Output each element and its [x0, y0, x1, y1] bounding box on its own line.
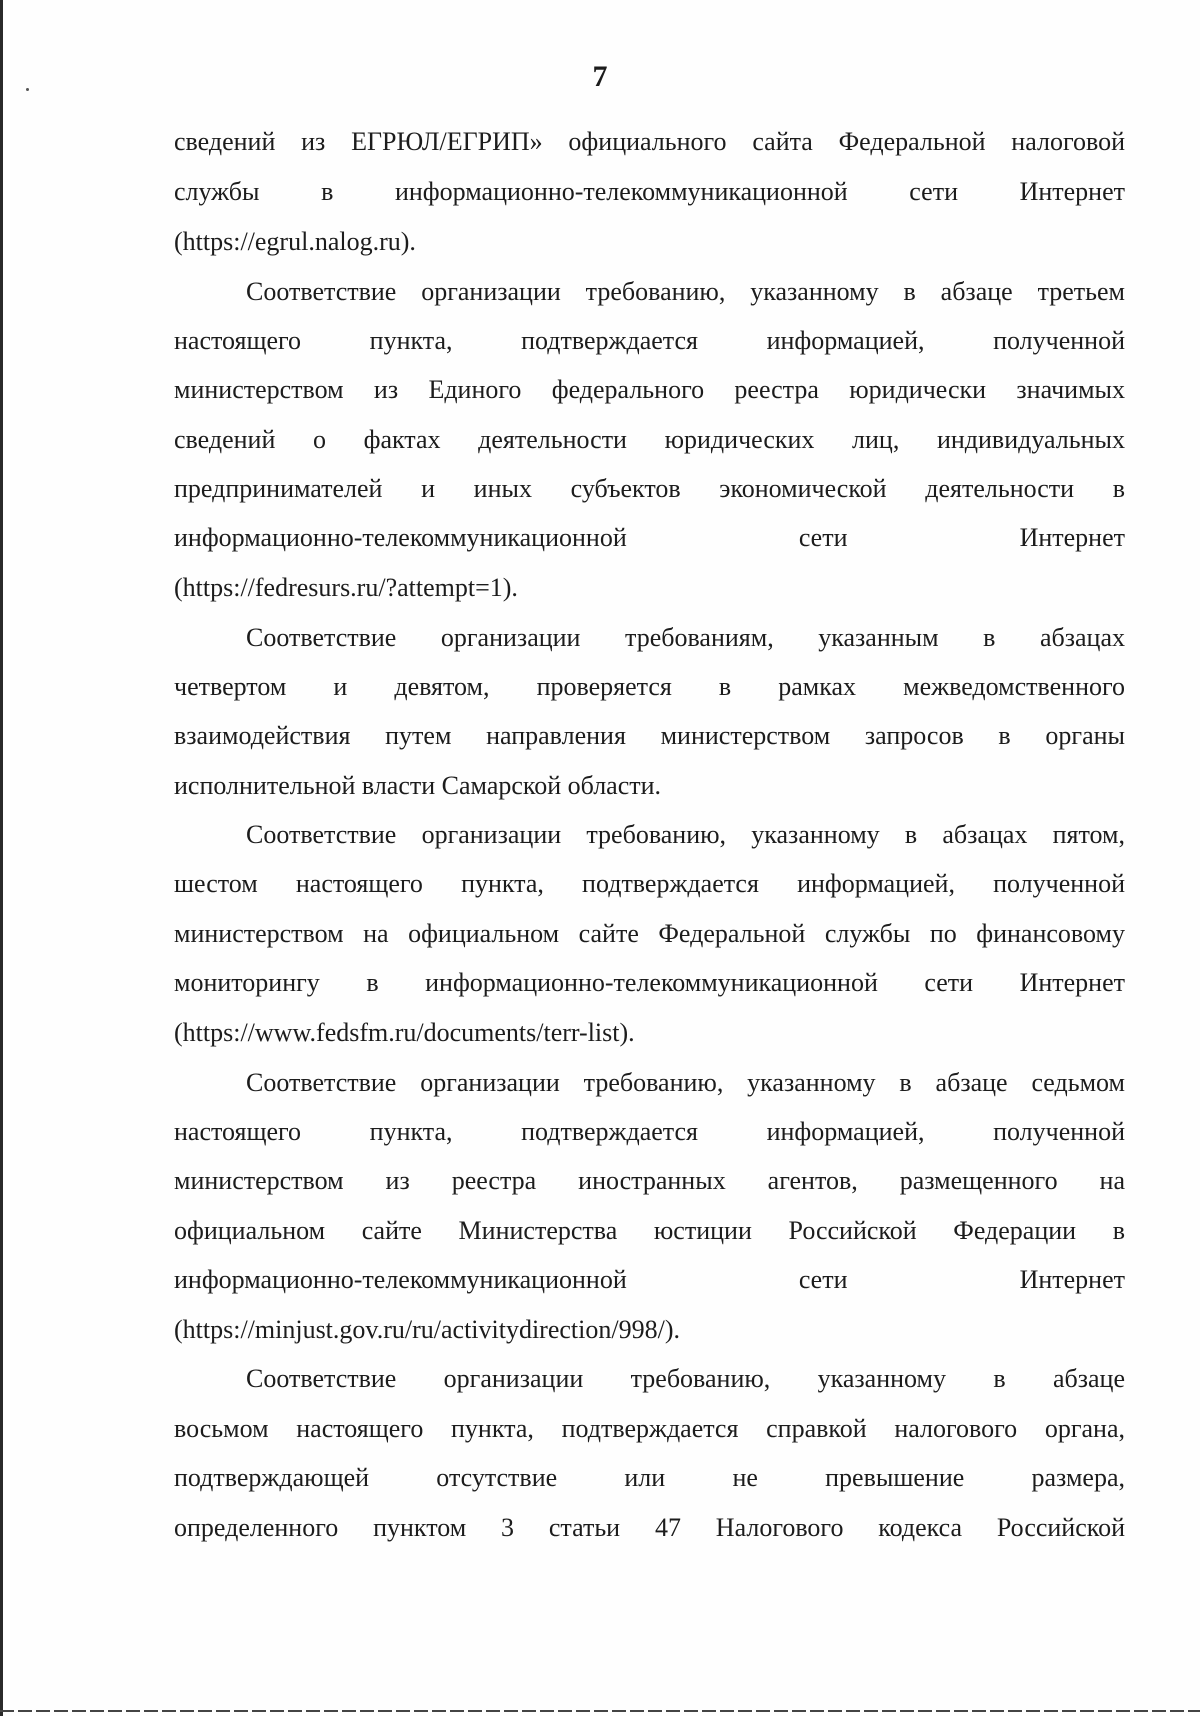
text-line: четвертом и девятом, проверяется в рамках межведомственного — [174, 672, 1125, 701]
scan-edge-left — [0, 0, 3, 1716]
scan-edge-bottom — [0, 1710, 1200, 1712]
text-line: восьмом настоящего пункта, подтверждается справкой налогового органа, — [174, 1414, 1125, 1443]
text-line: мониторингу в информационно-телекоммуникационной сети Интернет — [174, 968, 1125, 997]
text-line: Соответствие организации требованию, указанному в абзаце седьмом — [246, 1068, 1125, 1097]
text-line: взаимодействия путем направления министерством запросов в органы — [174, 721, 1125, 750]
text-line: предпринимателей и иных субъектов экономической деятельности в — [174, 474, 1125, 503]
text-line: информационно-телекоммуникационной сети Интернет — [174, 523, 1125, 552]
text-line: настоящего пункта, подтверждается информацией, полученной — [174, 1117, 1125, 1146]
text-line: Соответствие организации требованиям, указанным в абзацах — [246, 623, 1125, 652]
text-line: настоящего пункта, подтверждается информацией, полученной — [174, 326, 1125, 355]
text-line: Соответствие организации требованию, указанному в абзаце — [246, 1364, 1125, 1393]
text-line: Соответствие организации требованию, указанному в абзаце третьем — [246, 277, 1125, 306]
text-line: министерством из реестра иностранных агентов, размещенного на — [174, 1166, 1125, 1195]
text-line: сведений о фактах деятельности юридических лиц, индивидуальных — [174, 425, 1125, 454]
text-line: шестом настоящего пункта, подтверждается информацией, полученной — [174, 869, 1125, 898]
text-line: министерством из Единого федерального реестра юридически значимых — [174, 375, 1125, 404]
text-line: исполнительной власти Самарской области. — [174, 771, 662, 800]
text-line: подтверждающей отсутствие или не превышение размера, — [174, 1463, 1125, 1492]
text-line: (https://minjust.gov.ru/ru/activitydirection/998/). — [174, 1315, 680, 1344]
text-line: сведений из ЕГРЮЛ/ЕГРИП» официального сайта Федеральной налоговой — [174, 127, 1125, 156]
text-line: Соответствие организации требованию, указанному в абзацах пятом, — [246, 820, 1125, 849]
text-line: информационно-телекоммуникационной сети Интернет — [174, 1265, 1125, 1294]
text-line: министерством на официальном сайте Федеральной службы по финансовому — [174, 919, 1125, 948]
text-line: (https://www.fedsfm.ru/documents/terr-list). — [174, 1018, 635, 1047]
text-line: (https://fedresurs.ru/?attempt=1). — [174, 573, 518, 602]
page-number: 7 — [592, 60, 608, 93]
text-line: службы в информационно-телекоммуникационной сети Интернет — [174, 177, 1125, 206]
text-line: официальном сайте Министерства юстиции Российской Федерации в — [174, 1216, 1125, 1245]
text-line: (https://egrul.nalog.ru). — [174, 227, 416, 256]
text-line: определенного пунктом 3 статьи 47 Налогового кодекса Российской — [174, 1513, 1125, 1542]
